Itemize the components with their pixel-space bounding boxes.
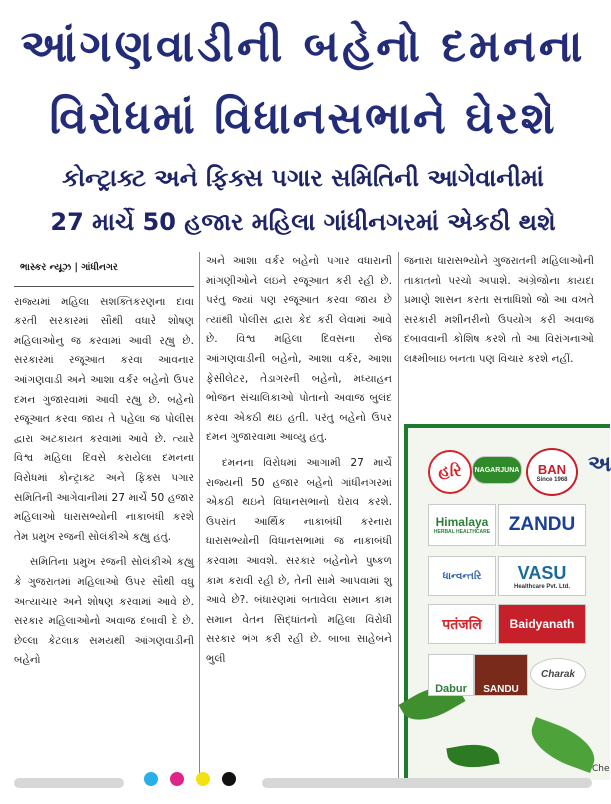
article-paragraph: અને આશા વર્કર બહેનો પગાર વધારાની માંગણીઓને લઇને રજૂઆત કરી રહી છે. પરંતુ જ્યાં પણ રજૂઆત કરવા જાય છે ત્યાંથી પોલીસ દ્વારા કેદ કરી લેવામાં આવે છે. વિશ્વ મહિલા દિવસના રોજ આંગણવાડીની બહેનો, આશા વર્કર, આશા ફેસીલેટર, તેડાગરની બહેનો, મધ્યાહન ભોજન સંચાલિકાઓ પોતાનો અવાજ બુલંદ કરવા એકઠી થઇ હતી. પરંતુ બહેનો ઉપર દમન ગુજારવામા આવ્યુ હતુ. [206, 255, 392, 444]
print-registration-bar [262, 778, 592, 788]
vasu-logo-subtext: Healthcare Pvt. Ltd. [513, 583, 570, 590]
vasu-logo-text: VASU [517, 562, 567, 583]
column-divider [199, 252, 200, 780]
hari-logo: હરિ [428, 450, 472, 494]
ban-logo-text: BAN [537, 461, 567, 477]
ad-side-text: અ [588, 452, 611, 477]
ayurveda-brands-advertisement [404, 424, 610, 780]
column-divider [398, 252, 399, 780]
black-registration-mark [222, 772, 236, 786]
byline: ભાસ્કર ન્યૂઝ | ગાંધીનગર [14, 252, 194, 287]
headline-line-2: વિરોધમાં વિધાનસભાને ઘેરશે [49, 93, 557, 144]
magenta-registration-mark [170, 772, 184, 786]
cyan-registration-mark [144, 772, 158, 786]
yellow-registration-mark [196, 772, 210, 786]
dabur-logo: Dabur [428, 654, 474, 696]
article-paragraph: સમિતિના પ્રમુખ રજની સોલંકીએ કહ્યુ કે ગુજરાતમાં મહિલાઓ ઉપર સૌથી વધુ અત્યાચાર અને શોષણ કરવામાં આવે છે. સરકાર મહિલાઓનો અવાજ દબાવી દે છે. છેલ્લા કેટલાક સમયથી આંગણવાડીની બહેનો [14, 556, 194, 667]
himalaya-logo [428, 504, 496, 546]
baidyanath-logo: Baidyanath [498, 604, 586, 644]
article-column-1 [14, 252, 194, 782]
vasu-logo [498, 556, 586, 596]
leaf-decoration [446, 740, 499, 772]
print-registration-bar [14, 778, 124, 788]
subheadline-line-2: 27 માર્ચે 50 હજાર મહિલા ગાંધીનગરમાં એકઠી થશે [50, 208, 556, 236]
article-column-2 [206, 252, 392, 782]
dhanvantri-logo: ધાન્વન્તરિ [428, 556, 496, 596]
article-paragraph: દમનના વિરોધમાં આગામી 27 માર્ચે રાજ્યની 50 હજાર બહેનો ગાંધીનગરમાં એકઠી થઇને વિધાનસભાનો ઘેરાવ કરશે. ઉપરાંત આર્થિક નાકાબંધી કરનારા ધારાસભ્યોની વિધાનસભામાં જ નાકાબંધી કરવામા આવશે. સરકાર બહેનોને પુષ્કળ કામ કરાવી રહી છે, તેની સામે આપવામાં શુ આવે છે?. બંધારણમાં બતાવેલા સમાન કામ સમાન વેતન સિદ્ધાંતનો મહિલા વિરોધી સરકાર ભંગ કરી રહી છે. બાબા સાહેબને ભુલી [206, 456, 392, 665]
ad-corner-text: Che [592, 764, 610, 774]
nagarjuna-logo: NAGARJUNA [472, 456, 522, 484]
charak-logo: Charak [530, 658, 586, 690]
article-column-3 [404, 252, 594, 420]
zandu-logo: ZANDU [498, 504, 586, 546]
himalaya-logo-text: Himalaya [435, 515, 489, 529]
ban-logo [526, 448, 578, 496]
sandu-logo: SANDU [474, 654, 528, 696]
himalaya-logo-subtext: HERBAL HEALTHCARE [433, 529, 491, 535]
patanjali-logo: पतंजलि [428, 604, 496, 644]
leaf-decoration [524, 717, 601, 773]
subheadline-line-1: કોન્ટ્રાક્ટ અને ફિક્સ પગાર સમિતિની આગેવાનીમાં [62, 164, 544, 192]
ban-logo-subtext: Since 1968 [536, 476, 568, 483]
article-paragraph: જનારા ધારાસભ્યોને ગુજરાતની મહિલાઓની તાકાતનો પરચો અપાશે. અંગ્રેજોના કાયદા પ્રમાણે શાસન કરતા સત્તાધિશો જો આ વખતે સરકારી મશીનરીનો ઉપયોગ કરી અવાજ દબાવવાની કોશિષ કરશે તો આ વિરાંગનાઓ લક્ષ્મીબાઇ બનતા પણ વિચાર કરશે નહીં. [404, 255, 594, 365]
article-paragraph: રાજ્યમાં મહિલા સશક્તિકરણના દાવા કરતી સરકારમાં સૌથી વધારે શોષણ મહિલાઓનુ જ કરવામાં આવી રહ્યુ છે. સરકારમાં રજૂઆત કરવા આવનાર આંગણવાડી અને આશા વર્કર બહેનો ઉપર દમન ગુજારવામાં આવી રહ્યુ છે. બહેનો રજૂઆત કરવા જાય તે પહેલા જ પોલીસ દ્વારા અટકાયત કરવામાં આવે છે. ત્યારે વિશ્વ મહિલા દિવસે કરાયેલા દમનના વિરોધમાં કોન્ટ્રાક્ટ અને ફિક્સ પગાર સમિતિની આગેવાનીમાં 27 માર્ચે 50 હજાર મહિલાઓ ધારાસભ્યોની નાકાબંધી કરશે તેમ પ્રમુખ રજની સોલંકીએ કહ્યુ હતું. [14, 295, 194, 543]
headline-line-1: આંગણવાડીની બહેનો દમનના [20, 21, 586, 72]
